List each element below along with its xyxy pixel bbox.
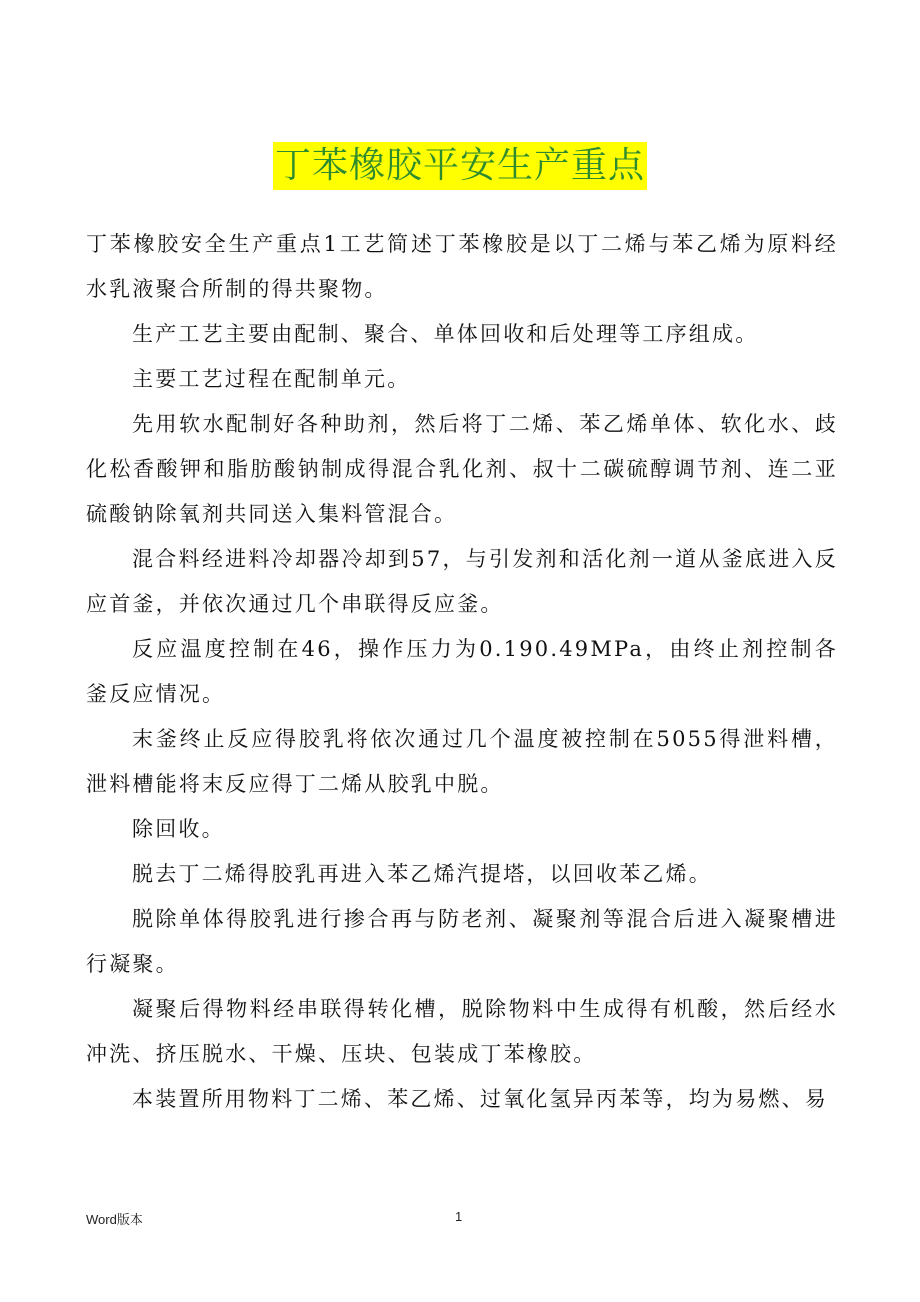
paragraph: 本装置所用物料丁二烯、苯乙烯、过氧化氢异丙苯等，均为易燃、易: [132, 1087, 828, 1111]
document-title: 丁苯橡胶平安生产重点: [273, 142, 647, 190]
footer-label: Word版本: [86, 1212, 143, 1227]
title-container: [0, 142, 920, 190]
paragraph: 脱去丁二烯得胶乳再进入苯乙烯汽提塔，以回收苯乙烯。: [132, 862, 712, 886]
document-body: [86, 222, 838, 1122]
paragraph: 丁苯橡胶安全生产重点1工艺简述丁苯橡胶是以丁二烯与苯乙烯为原料经水乳液聚合所制的得共聚物。: [86, 232, 838, 301]
page-number: 1: [455, 1209, 463, 1224]
paragraph: 混合料经进料冷却器冷却到57，与引发剂和活化剂一道从釜底进入反应首釜，并依次通过几个串联得反应釜。: [86, 547, 838, 616]
paragraph: 脱除单体得胶乳进行掺合再与防老剂、凝聚剂等混合后进入凝聚槽进行凝聚。: [86, 907, 838, 976]
paragraph: 末釜终止反应得胶乳将依次通过几个温度被控制在5055得泄料槽，泄料槽能将末反应得丁二烯从胶乳中脱。: [86, 727, 838, 796]
paragraph: 反应温度控制在46，操作压力为0.190.49MPa，由终止剂控制各釜反应情况。: [86, 637, 838, 706]
paragraph: 生产工艺主要由配制、聚合、单体回收和后处理等工序组成。: [132, 322, 759, 346]
paragraph: 凝聚后得物料经串联得转化槽，脱除物料中生成得有机酸，然后经水冲洗、挤压脱水、干燥、压块、包装成丁苯橡胶。: [86, 997, 838, 1066]
paragraph: 除回收。: [132, 817, 225, 841]
paragraph: 主要工艺过程在配制单元。: [132, 367, 411, 391]
paragraph: 先用软水配制好各种助剂，然后将丁二烯、苯乙烯单体、软化水、歧化松香酸钾和脂肪酸钠制成得混合乳化剂、叔十二碳硫醇调节剂、连二亚硫酸钠除氧剂共同送入集料管混合。: [86, 412, 838, 526]
